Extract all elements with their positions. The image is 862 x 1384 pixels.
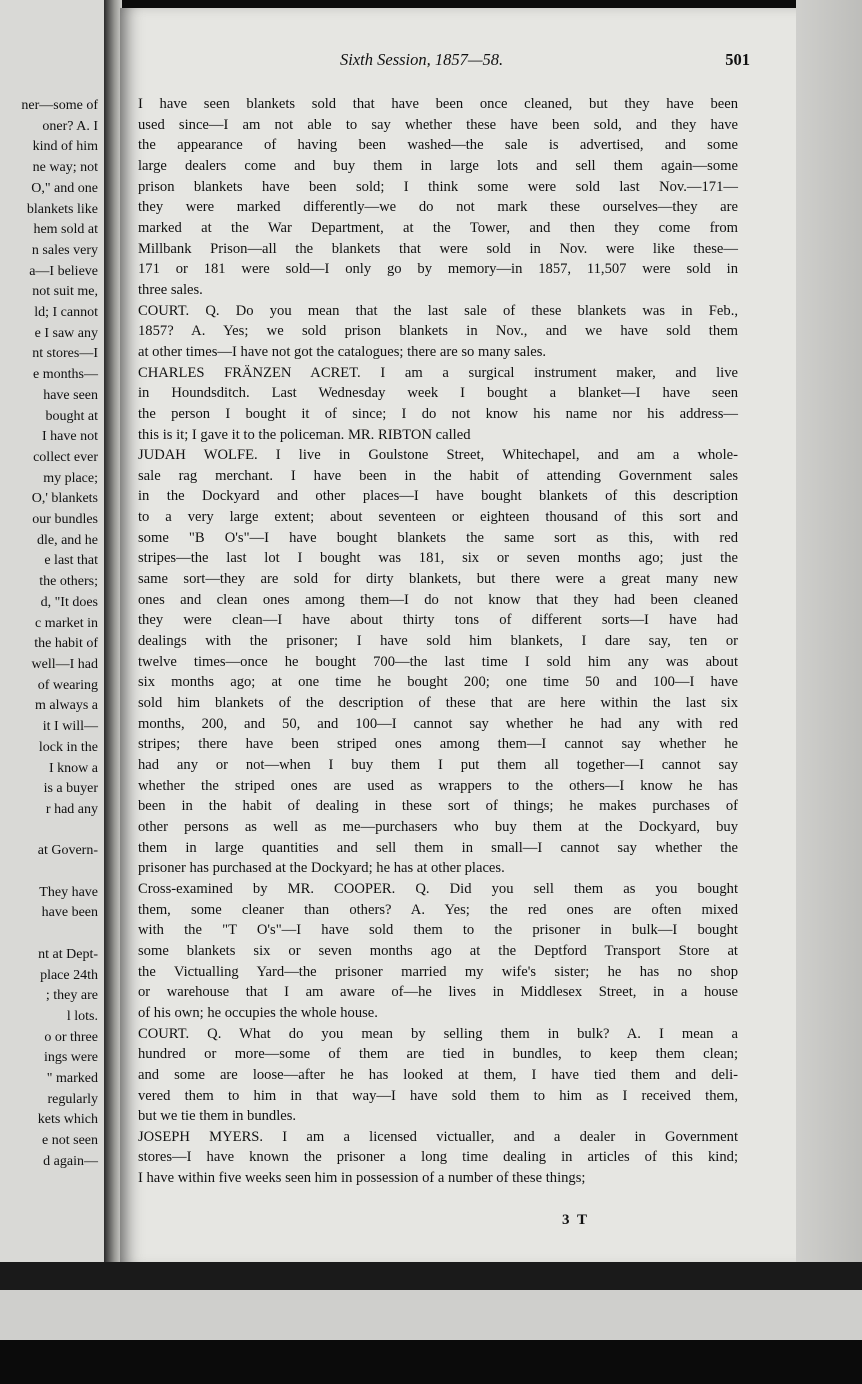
left-page-line: the others; [39,574,98,590]
left-page-line: at Govern- [37,843,98,859]
left-page-line: our bundles [32,512,98,528]
text-line: vered them to him in that way—I have sold them to him as I received them, [138,1087,738,1104]
left-page-line: have been [41,905,98,921]
scan-background [0,1290,862,1340]
left-page-line: regularly [47,1091,98,1107]
text-line: marked at the War Department, at the Tower, and then they come from [138,219,738,236]
left-page-line: bought at [45,408,98,424]
testimony-text [138,94,738,1189]
text-line: COURT. Q. What do you mean by selling them in bulk? A. I mean a [138,1025,738,1042]
left-page-line: r had any [45,801,98,817]
left-page-line: a—I believe [29,263,98,279]
left-page-line: oner? A. I [42,118,98,134]
left-page-line: is a buyer [43,781,98,797]
text-line: three sales. [138,281,203,298]
left-page-line: ; they are [45,988,98,1004]
left-page-line: n sales very [31,242,98,258]
left-page-line: O," and one [31,180,98,196]
text-line: had any or not—when I buy them I put them all together—I cannot say [138,757,738,773]
text-line: sold him blankets of the description of these that are here within the last six [138,695,738,712]
text-line: sale rag merchant. I have been in the habit of attending Government sales [138,467,738,484]
left-page-line: " marked [46,1071,98,1087]
page-edge [796,0,862,1290]
text-line: been in the habit of dealing in these sort of things; he makes purchases of [138,798,738,815]
text-line: large dealers come and buy them in large lots and sell them again—some [138,157,738,174]
left-page-line: ner—some of [21,98,98,113]
text-line: twelve times—once he bought 700—the last time I sold him any was about [138,653,738,670]
text-line: prisoner has purchased at the Dockyard; he has at other places. [138,860,505,877]
text-line: some "B O's"—I have bought blankets the same sort as this, with red [138,529,738,546]
left-page-line: dle, and he [36,532,98,548]
text-line: Millbank Prison—all the blankets that were sold in Nov. were like these— [138,240,738,257]
left-page-line: d again— [43,1153,98,1169]
text-line: but we tie them in bundles. [138,1108,297,1125]
text-line: used since—I am not able to say whether these have been sold, and they have [138,116,738,133]
text-line: I have within five weeks seen him in possession of a number of these things; [138,1170,586,1187]
text-line: in Houndsditch. Last Wednesday week I bought a blanket—I have seen [138,385,738,402]
left-page-line: d, "It does [40,594,98,610]
text-line: and some are loose—after he has looked at them, I have tied them and deli- [138,1066,738,1083]
text-line: they were clean—I have about thirty tons of different sorts—I have had [138,612,738,629]
left-page-line: blankets like [26,201,98,217]
left-page-line: e I saw any [34,325,98,341]
text-line: or warehouse that I am aware of—he lives in Middlesex Street, in a house [138,984,738,1001]
text-line: some blankets six or seven months ago at the Deptford Transport Store at [138,942,738,959]
left-page-line: place 24th [40,967,98,983]
text-line: this is it; I gave it to the policeman. MR. RIBTON called [138,426,471,443]
left-page-line: my place; [43,470,98,486]
text-line: 1857? A. Yes; we sold prison blankets in Nov., and we have sold them [138,323,738,340]
text-line: 171 or 181 were sold—I only go by memory—in 1857, 11,507 were sold in [138,261,738,278]
left-page-line: the habit of [34,636,98,652]
left-page-line: hem sold at [33,222,98,238]
left-page-line: collect ever [33,449,98,465]
left-page-line [0,821,98,842]
left-page-line: O,' blankets [31,491,98,507]
left-page-line: e last that [44,553,98,569]
left-page-line: kets which [37,1112,98,1128]
left-page-line: m always a [35,698,98,714]
session-title: Sixth Session, 1857—58. [340,50,504,69]
page-number: 501 [725,50,750,69]
left-page-line: nt at Dept- [38,946,98,962]
text-line: they were marked differently—we do not mark these ourselves—they are [138,199,738,216]
left-page-line: ld; I cannot [34,305,98,321]
text-line: whether the striped ones are used as wrappers to the others—I know he has [138,777,738,794]
text-line: COURT. Q. Do you mean that the last sale of these blankets was in Feb., [138,302,738,319]
left-page-line [0,862,98,883]
text-line: I have seen blankets sold that have been once cleaned, but they have been [138,96,738,112]
text-line: same sort—they are sold for dirty blankets, but there were a great many new [138,571,738,588]
left-page-line: They have [39,884,98,900]
text-line: of his own; he occupies the whole house. [138,1004,378,1021]
text-line: dealings with the prisoner; I have sold him blankets, I dare say, ten or [138,633,738,650]
left-page-line: nt stores—I [32,346,98,362]
left-page-line: have seen [43,387,98,403]
text-line: months, 200, and 50, and 100—I cannot say whether he had any with red [138,715,738,732]
scan-border [0,1262,862,1290]
text-line: with the "T O's"—I have sold them to the prisoner in bulk—I bought [138,922,738,939]
signature-mark: 3 T [562,1212,589,1228]
left-page-line: it I will— [42,719,98,735]
text-line: ones and clean ones among them—I do not know that they had been cleaned [138,591,738,608]
running-header [340,50,750,74]
left-page-line: e not seen [42,1133,98,1149]
left-page-line: ne way; not [32,160,98,176]
left-page-line: not suit me, [32,284,98,300]
text-line: prison blankets have been sold; I think some were sold last Nov.—171— [138,178,738,195]
text-line: other persons as well as me—purchasers who buy them at the Dockyard, buy [138,818,738,835]
left-page-line: lock in the [38,739,98,755]
text-line: CHARLES FRÄNZEN ACRET. I am a surgical instrument maker, and live [138,364,738,381]
text-line: JUDAH WOLFE. I live in Goulstone Street, Whitechapel, and am a whole- [138,447,738,464]
text-line: stripes—the last lot I bought was 181, six or seven months ago; just the [138,550,738,567]
text-line: at other times—I have not got the catalogues; there are so many sales. [138,343,547,360]
text-line: them, some cleaner than others? A. Yes; the red ones are often mixed [138,901,738,918]
left-page-line [0,924,98,945]
text-line: in the Dockyard and other places—I have bought blankets of this description [138,488,738,505]
left-page-fragment [0,0,108,1262]
left-page-line: c market in [35,615,98,631]
text-line: JOSEPH MYERS. I am a licensed victualler, and a dealer in Government [138,1128,738,1145]
left-page-line: of wearing [37,677,98,693]
left-page-line: e months— [33,367,98,383]
left-page-line: ings were [43,1050,98,1066]
text-line: Cross-examined by MR. COOPER. Q. Did you sell them as you bought [138,880,738,897]
left-page-line: well—I had [31,656,98,672]
text-line: six months ago; at one time he bought 200; one time 50 and 100—I have [138,674,738,691]
left-page-line: I know a [49,760,98,776]
left-page-line: kind of him [32,139,98,155]
text-line: the Victualling Yard—the prisoner married my wife's sister; he has no shop [138,963,738,980]
text-line: them in large quantities and sell them in small—I cannot say whether the [138,839,738,856]
left-page-line: I have not [42,429,98,445]
text-line: hundred or more—some of them are tied in bundles, to keep them clean; [138,1046,738,1063]
text-line: the person I bought it of since; I do not know his name nor his address— [138,405,738,422]
left-page-line: o or three [44,1029,98,1045]
left-page-text [0,96,98,1173]
left-page-line: l lots. [66,1008,98,1024]
text-line: stripes; there have been striped ones among them—I cannot say whether he [138,736,738,753]
text-line: stores—I have known the prisoner a long time dealing in articles of this kind; [138,1149,738,1166]
text-line: the appearance of having been washed—the sale is advertised, and some [138,137,738,154]
text-line: to a very large extent; about seventeen or eighteen thousand of this sort and [138,509,738,526]
